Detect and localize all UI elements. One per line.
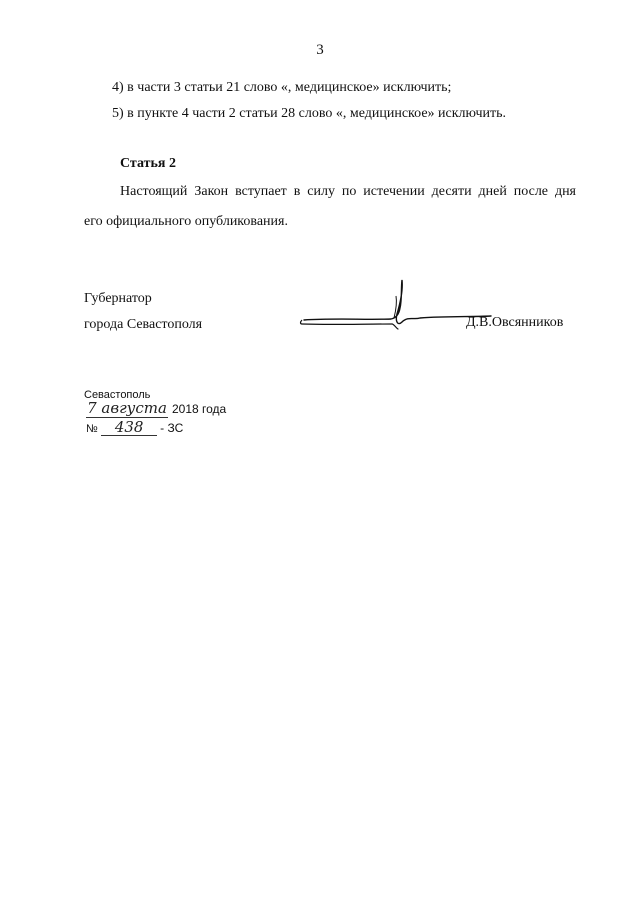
number-sign: № — [86, 423, 98, 435]
list-item-text: в части 3 статьи 21 слово «, медицинское» исключить; — [127, 80, 452, 95]
date-year: 2018 года — [172, 402, 227, 416]
signatory-position-line-1: Губернатор — [84, 291, 152, 306]
article-text-line-1: Настоящий Закон вступает в силу по истечении десяти дней после дня — [120, 184, 576, 199]
list-item-text: в пункте 4 части 2 статьи 28 слово «, медицинское» исключить. — [127, 106, 506, 121]
date-line — [86, 400, 226, 420]
handwritten-law-number: 438 — [101, 420, 157, 436]
city-label: Севастополь — [84, 389, 151, 401]
list-item — [112, 106, 506, 122]
list-item-marker: 4) — [112, 80, 124, 95]
handwritten-date: 7 августа — [87, 399, 167, 417]
law-number-suffix: - ЗС — [160, 421, 184, 435]
article-heading: Статья 2 — [120, 156, 176, 171]
list-item-marker: 5) — [112, 106, 124, 121]
signatory-name: Д.В.Овсянников — [466, 315, 564, 330]
signatory-position-line-2: города Севастополя — [84, 317, 203, 332]
article-text-line-2: его официального опубликования. — [84, 214, 288, 229]
list-item — [112, 80, 451, 96]
law-number-line — [86, 420, 183, 436]
page-number: 3 — [316, 42, 324, 58]
